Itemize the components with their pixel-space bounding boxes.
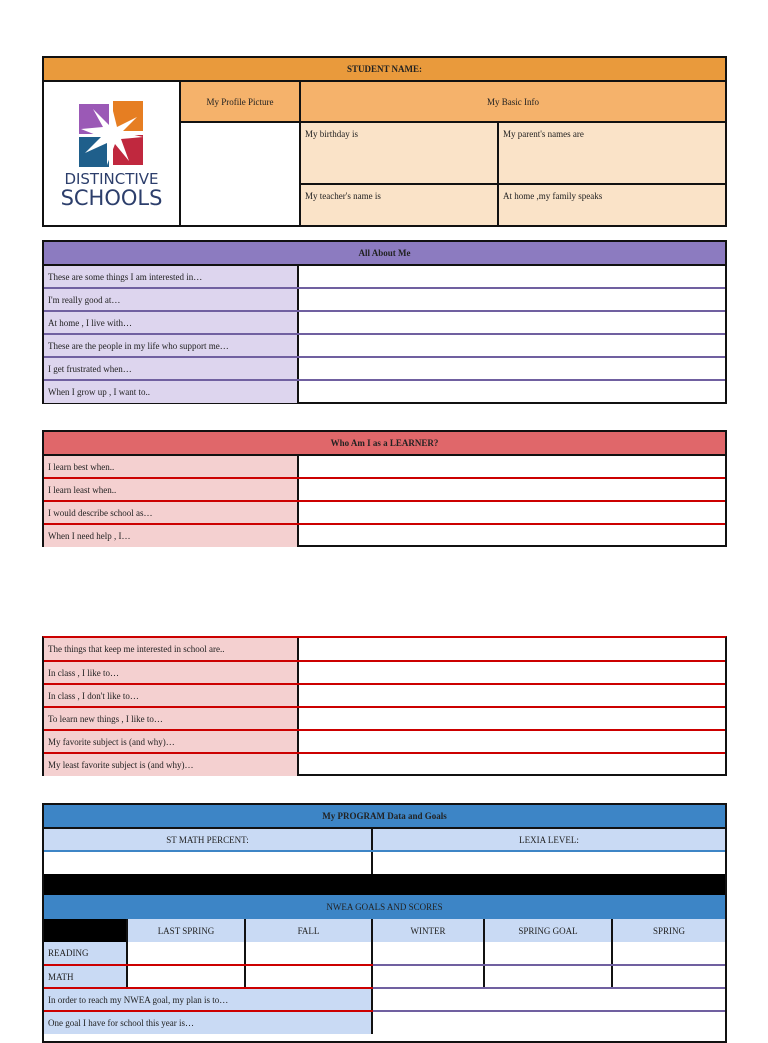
table-row [44,638,725,661]
nwea-score-input[interactable] [484,965,612,988]
student-profile-table [42,56,727,227]
row-label: I learn best when.. [44,455,298,478]
nwea-score-input[interactable] [612,942,725,965]
table-row [44,334,725,357]
row-label: These are some things I am interested in… [44,265,298,288]
row-answer-input[interactable] [298,707,725,730]
table-row [44,730,725,753]
logo-text-line2: SCHOOLS [60,185,163,210]
all-about-me-table [42,240,727,404]
nwea-score-input[interactable] [245,942,372,965]
row-label: The things that keep me interested in school are.. [44,638,298,661]
nwea-plan-label: In order to reach my NWEA goal, my plan is to… [44,988,372,1011]
nwea-score-input[interactable] [372,942,484,965]
logo [44,81,180,225]
nwea-column-header: SPRING GOAL [484,919,612,942]
table-row [44,753,725,776]
program-title: My PROGRAM Data and Goals [44,805,725,828]
table-row [44,524,725,547]
table-row [44,478,725,501]
teacher-name-field[interactable]: My teacher's name is [300,184,498,225]
row-label: I get frustrated when… [44,357,298,380]
table-row [44,455,725,478]
row-answer-input[interactable] [298,455,725,478]
row-label: I would describe school as… [44,501,298,524]
nwea-column-header: FALL [245,919,372,942]
row-label: When I grow up , I want to.. [44,380,298,403]
nwea-column-header: LAST SPRING [127,919,245,942]
row-label: In class , I don't like to… [44,684,298,707]
row-answer-input[interactable] [298,311,725,334]
nwea-plan-input[interactable] [372,988,725,1011]
nwea-row [44,942,725,965]
row-answer-input[interactable] [298,753,725,776]
profile-picture-box[interactable] [180,122,300,225]
logo-starburst-icon [77,99,147,169]
learner-table [42,430,727,547]
student-name-label: STUDENT NAME: [44,58,725,81]
row-label: My favorite subject is (and why)… [44,730,298,753]
nwea-row [44,965,725,988]
learner-continued-table [42,636,727,776]
row-answer-input[interactable] [298,357,725,380]
lexia-input[interactable] [372,851,725,874]
table-row [44,501,725,524]
nwea-score-input[interactable] [127,942,245,965]
row-label: I'm really good at… [44,288,298,311]
nwea-score-input[interactable] [612,965,725,988]
row-label: In class , I like to… [44,661,298,684]
row-label: To learn new things , I like to… [44,707,298,730]
logo-text-line1: DISTINCTIVE [64,169,159,188]
row-label: When I need help , I… [44,524,298,547]
row-answer-input[interactable] [298,380,725,403]
nwea-corner [44,919,127,942]
school-goal-input[interactable] [372,1011,725,1034]
table-row [44,357,725,380]
nwea-score-input[interactable] [245,965,372,988]
program-data-table [42,803,727,1043]
nwea-score-input[interactable] [484,942,612,965]
row-label: I learn least when.. [44,478,298,501]
nwea-score-input[interactable] [127,965,245,988]
table-row [44,661,725,684]
table-row [44,265,725,288]
row-answer-input[interactable] [298,501,725,524]
divider-bar [44,874,725,895]
nwea-column-header: WINTER [372,919,484,942]
row-answer-input[interactable] [298,730,725,753]
row-answer-input[interactable] [298,478,725,501]
row-label: These are the people in my life who support me… [44,334,298,357]
row-answer-input[interactable] [298,524,725,547]
row-answer-input[interactable] [298,265,725,288]
st-math-input[interactable] [44,851,372,874]
nwea-subject-label: MATH [44,965,127,988]
lexia-label: LEXIA LEVEL: [372,828,725,851]
row-answer-input[interactable] [298,288,725,311]
row-answer-input[interactable] [298,684,725,707]
row-answer-input[interactable] [298,661,725,684]
row-label: At home , I live with… [44,311,298,334]
parents-names-field[interactable]: My parent's names are [498,122,725,184]
nwea-subject-label: READING [44,942,127,965]
row-answer-input[interactable] [298,638,725,661]
nwea-column-header: SPRING [612,919,725,942]
table-row [44,380,725,403]
table-row [44,707,725,730]
row-label: My least favorite subject is (and why)… [44,753,298,776]
st-math-label: ST MATH PERCENT: [44,828,372,851]
table-row [44,311,725,334]
birthday-field[interactable]: My birthday is [300,122,498,184]
learner-title: Who Am I as a LEARNER? [44,432,725,455]
basic-info-label: My Basic Info [300,81,725,122]
nwea-score-input[interactable] [372,965,484,988]
table-row [44,684,725,707]
home-language-field[interactable]: At home ,my family speaks [503,191,603,201]
row-answer-input[interactable] [298,334,725,357]
school-goal-label: One goal I have for school this year is… [44,1011,372,1034]
nwea-title: NWEA GOALS AND SCORES [326,902,443,912]
profile-picture-label: My Profile Picture [180,81,300,122]
all-about-me-title: All About Me [44,242,725,265]
table-row [44,288,725,311]
